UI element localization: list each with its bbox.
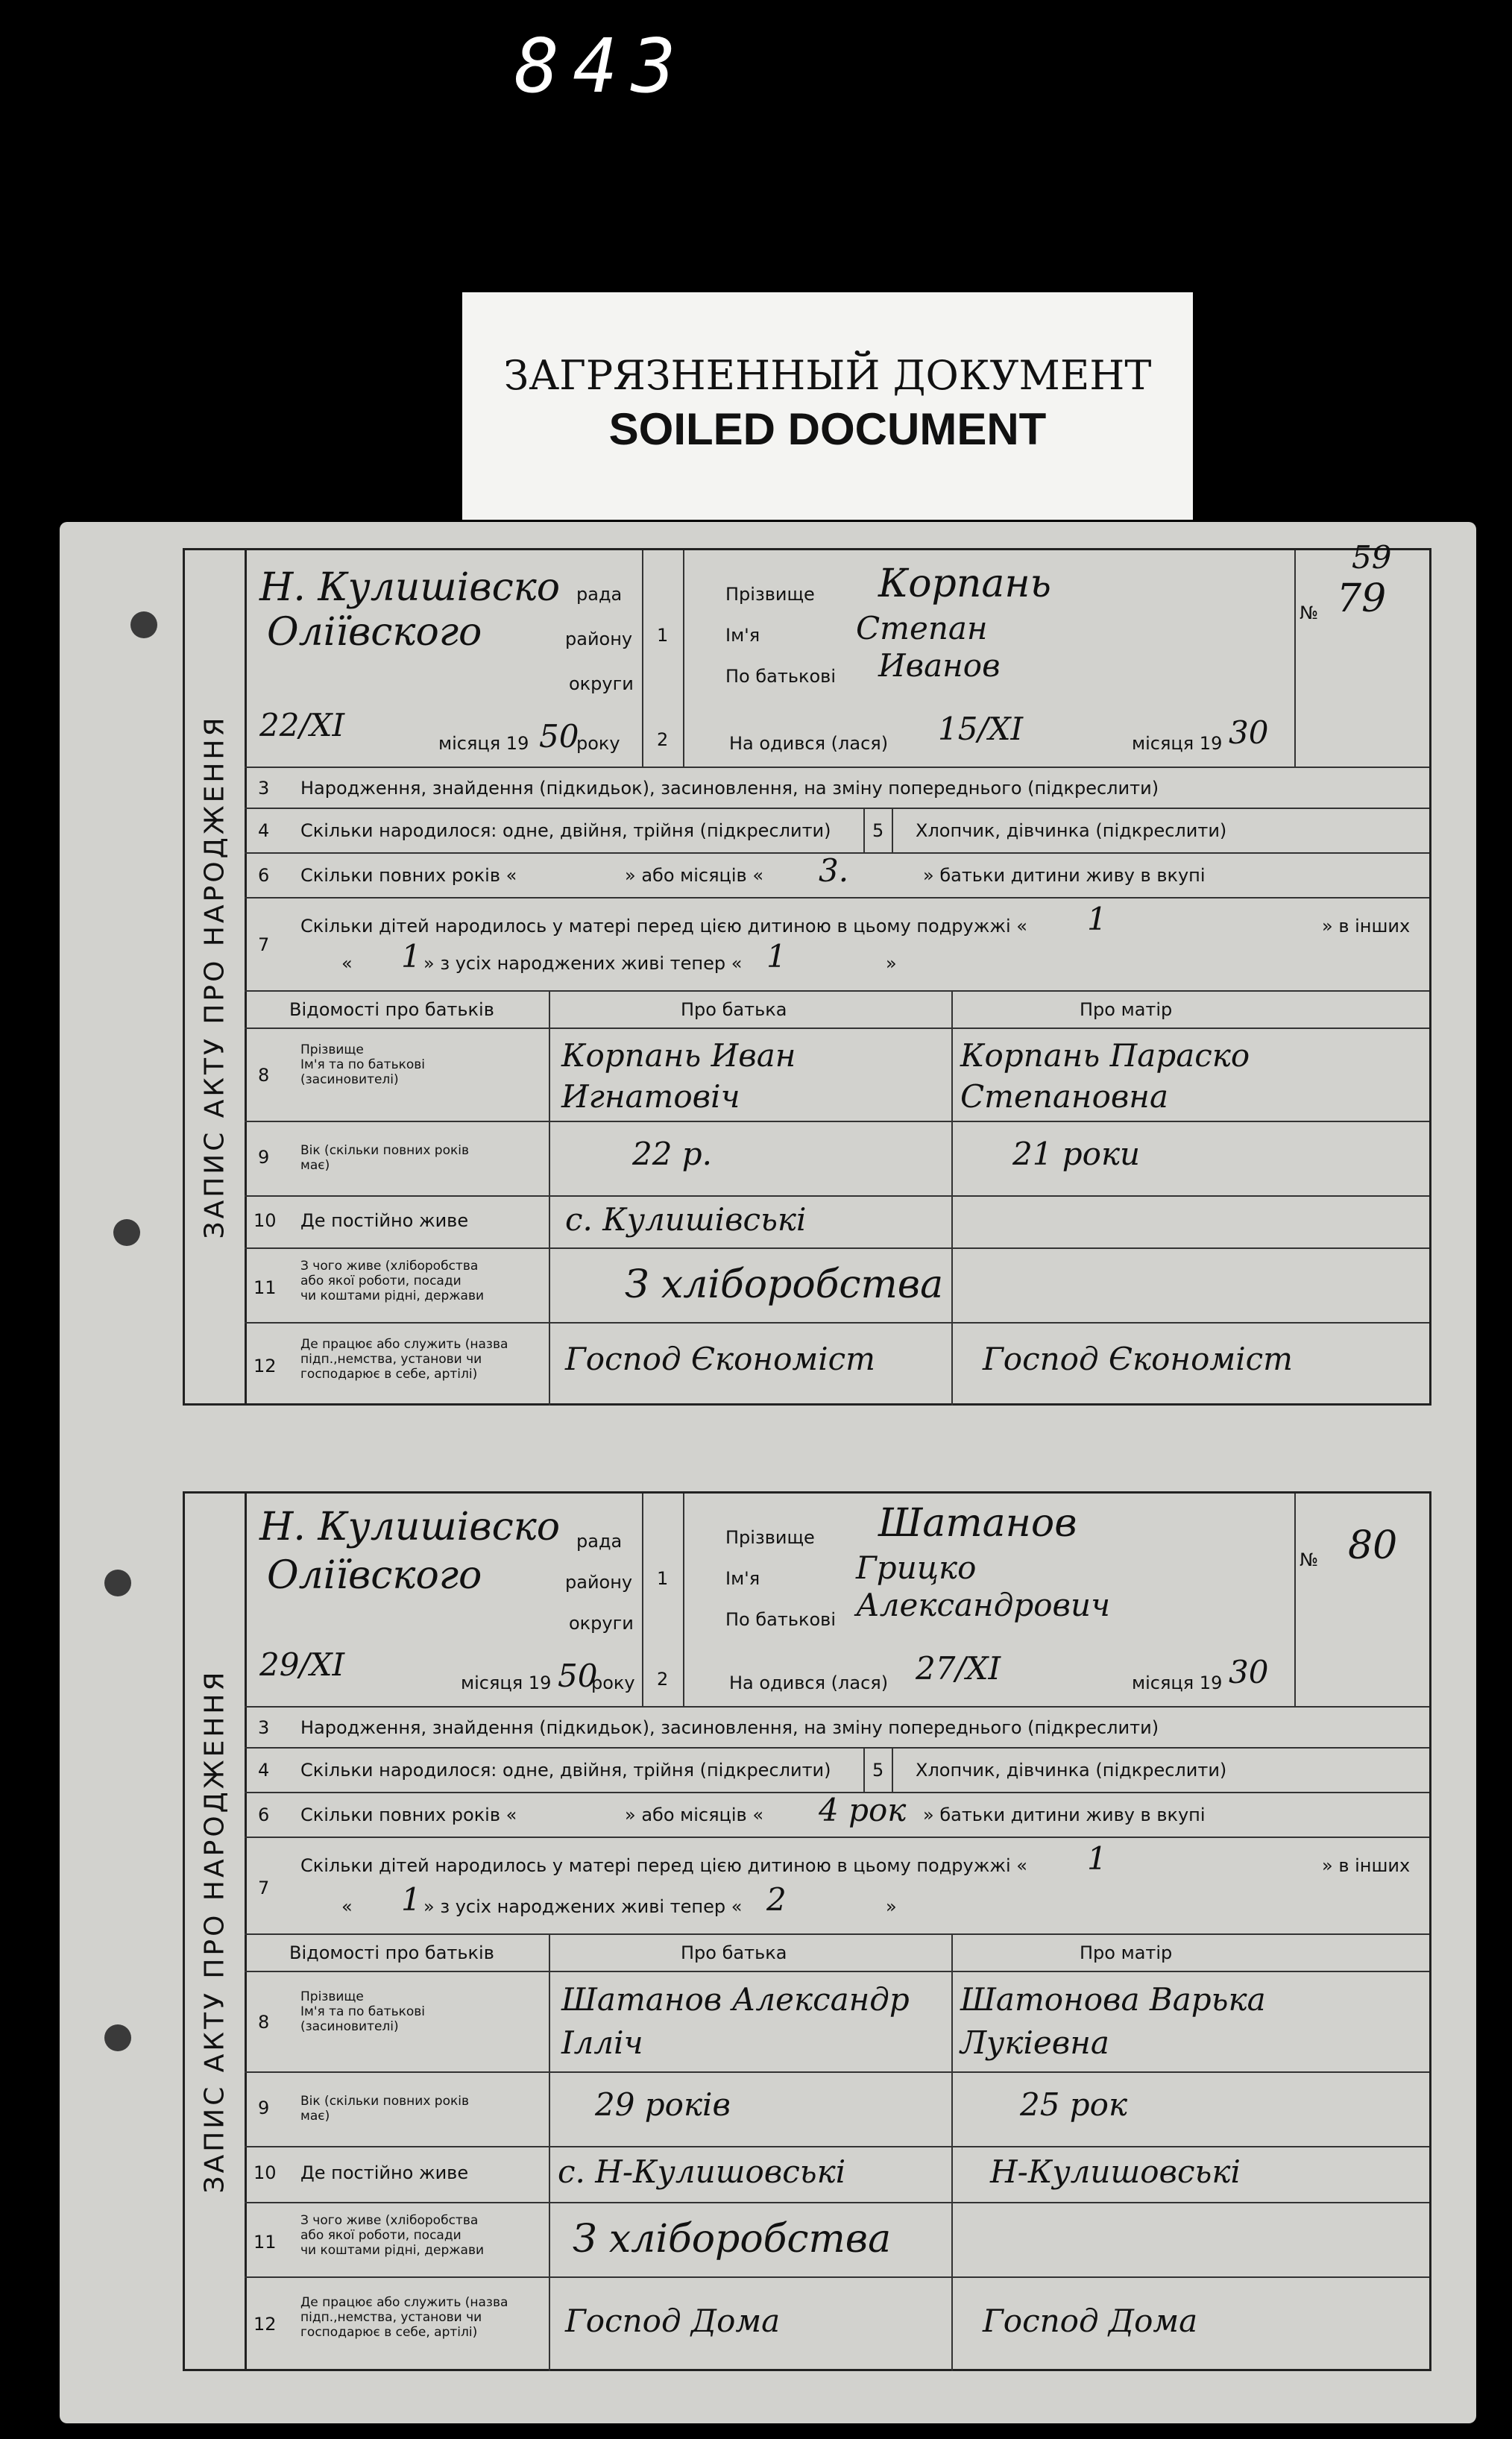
father-name-cell [550,1027,953,1121]
field-number: 8 [258,1065,270,1086]
punch-hole [104,1570,131,1596]
location-cell [245,1494,643,1706]
sex-label: Хлопчик, дівчинка (підкреслити) [916,1760,1227,1781]
years-together-label: Скільки повних років « [300,1804,517,1825]
father-name: Шатанов Александр Ілліч [561,1981,910,2061]
years-together-label: Скільки повних років « [300,865,517,886]
rada-value: Н. Кулишівско [259,1505,561,1549]
field-number: 7 [258,1878,270,1898]
father-residence: с. Н-Кулишовські [558,2153,846,2190]
occupation-label: З чого живе (хліборобства або якої роботи, посади чи коштами рідні, держави [300,1259,485,1303]
record-number-cell [1296,1494,1431,1706]
field-number: 6 [258,1804,270,1825]
children-alive-close: » [886,1896,897,1917]
field-number: 9 [258,1147,270,1168]
row-workplace [245,2276,1429,2371]
parent-label-cell [245,2146,550,2202]
parents-header-cell [245,1933,550,1971]
father-workplace: Господ Єкономіст [565,1341,875,1377]
parent-label-cell [245,1121,550,1195]
row-previous-children [245,897,1429,992]
child-name: Степан [856,610,988,646]
months-together-value: 3. [819,852,849,889]
father-name: Корпань Иван Игнатовіч [561,1037,796,1115]
field-number: 11 [253,1277,277,1298]
parents-header-row [245,990,1429,1029]
mother-workplace: Господ Єкономіст [983,1341,1293,1377]
parent-name-label: Прізвище Ім'я та по батькові (засиновителі) [300,1042,426,1087]
registration-year-label: року [576,733,620,754]
parent-label-cell [245,1247,550,1322]
birth-day: 27/ХІ [916,1650,1001,1687]
birth-date-label: На одився (лася) [729,1672,889,1693]
children-alive-value: 2 [766,1881,787,1918]
okruhy-label: округи [569,673,634,694]
registration-month-label: місяця 19 [438,733,529,754]
parent-name-label: Прізвище Ім'я та по батькові (засиновителі) [300,1989,426,2034]
child-name-cell [684,1494,1296,1706]
father-workplace-cell [550,1322,953,1406]
rada-label: рада [576,584,623,605]
form-side-label-panel [185,1494,247,2369]
children-other-value: 1 [401,1881,421,1918]
father-header: Про батька [681,999,787,1020]
registration-year-label: року [591,1672,635,1693]
sex-number-cell [863,808,893,852]
mother-header: Про матір [1080,999,1173,1020]
field-number: 11 [253,2232,277,2253]
mother-age: 21 роки [1012,1136,1141,1172]
parent-label-cell [245,1971,550,2071]
mother-age: 25 рок [1020,2086,1128,2123]
patronymic-label: По батькові [725,1609,836,1630]
children-before-label: Скільки дітей народилось у матері перед цією дитиною в цьому подружжі « [300,916,1027,937]
record-number: 79 [1337,576,1387,621]
birth-year: 30 [1229,1654,1269,1690]
children-alive-label: » з усіх народжених живі тепер « [423,953,743,974]
field-number: 8 [258,2012,270,2033]
residence-label: Де постійно живе [300,1210,469,1231]
location-cell [245,550,643,767]
row-parent-names [245,1971,1429,2073]
mother-name: Корпань Параско Степановна [960,1037,1250,1115]
birth-type-label: Народження, знайдення (підкидьок), засиновлення, на зміну попереднього (підкреслити) [300,778,1159,799]
registration-month-label: місяця 19 [461,1672,552,1693]
children-alive-close: » [886,953,897,974]
raion-value: Оліївского [267,1553,482,1598]
archive-sheet-number: 843 [514,22,690,110]
birth-date-label: На одився (лася) [729,733,889,754]
child-patronymic: Александрович [856,1587,1111,1623]
birth-count-label: Скільки народилося: одне, двійня, трійня (підкреслити) [300,820,831,841]
mother-header: Про матір [1080,1942,1173,1963]
months-together-value: 4 рок [819,1792,907,1828]
header-block [245,1494,1429,1708]
birth-year: 30 [1229,714,1269,751]
row-parents-together [245,852,1429,899]
child-surname: Корпань [878,561,1051,606]
parent-label-cell [245,1195,550,1247]
child-name-cell [684,550,1296,767]
row-parents-together [245,1792,1429,1838]
raion-label: району [565,629,633,649]
raion-value: Оліївского [267,610,482,655]
father-age-cell [550,2071,953,2146]
father-workplace: Господ Дома [565,2303,781,2339]
registration-year: 50 [558,1658,598,1694]
children-alive-value: 1 [766,938,787,975]
father-age: 29 років [595,2086,731,2123]
parents-label: Відомості про батьків [289,999,494,1020]
row-occupation [245,2202,1429,2278]
father-age-cell [550,1121,953,1195]
birth-record-form [183,1491,1431,2371]
number-label: № [1300,602,1318,623]
parents-header-cell [245,990,550,1027]
name-label: Ім'я [725,625,760,646]
live-together-label: » батьки дитини живу в вкупі [923,1804,1206,1825]
record-number: 80 [1348,1523,1398,1568]
surname-label: Прізвище [725,584,815,605]
row-residence [245,2146,1429,2203]
father-residence-cell [550,2146,953,2202]
row-parent-age [245,1121,1429,1197]
row-parent-age [245,2071,1429,2147]
rada-label: рада [576,1531,623,1552]
registration-year: 50 [539,718,579,755]
parent-label-cell [245,2276,550,2371]
parent-age-label: Вік (скільки повних років має) [300,1143,469,1173]
child-patronymic: Иванов [878,647,1001,684]
field-number: 1 [657,625,669,646]
field-number: 1 [657,1568,669,1589]
record-number-alt: 59 [1352,539,1392,576]
field-number-cell [643,550,684,767]
punch-hole [130,611,157,638]
field-number: 2 [657,729,669,750]
sex-number-cell [863,1747,893,1792]
field-number: 3 [258,1717,270,1738]
children-before-label: Скільки дітей народилось у матері перед цією дитиною в цьому подружжі « [300,1855,1027,1876]
parent-label-cell [245,1027,550,1121]
months-together-label: » або місяців « [625,1804,763,1825]
form-side-title: ЗАПИС АКТУ ПРО НАРОДЖЕННЯ [199,714,230,1239]
mother-residence: Н-Кулишовські [990,2153,1241,2190]
sex-label: Хлопчик, дівчинка (підкреслити) [916,820,1227,841]
registration-day: 29/ХІ [259,1646,345,1683]
residence-label: Де постійно живе [300,2162,469,2183]
row-residence [245,1195,1429,1249]
row-count-sex [245,808,1429,854]
field-number: 5 [872,1760,884,1781]
parents-label: Відомості про батьків [289,1942,494,1963]
form-side-label-panel [185,550,247,1403]
months-together-label: » або місяців « [625,865,763,886]
surname-label: Прізвище [725,1527,815,1548]
field-number: 6 [258,865,270,886]
father-name-cell [550,1971,953,2071]
parent-label-cell [245,2202,550,2276]
mother-workplace: Господ Дома [983,2303,1198,2339]
field-number: 10 [253,1210,277,1231]
name-label: Ім'я [725,1568,760,1589]
field-number: 2 [657,1669,669,1690]
row-workplace [245,1322,1429,1406]
field-number: 4 [258,1760,270,1781]
field-number-cell [643,1494,684,1706]
father-age: 22 р. [632,1136,713,1172]
record-number-cell [1296,539,1431,767]
father-header-cell [550,990,953,1027]
child-surname: Шатанов [878,1501,1077,1546]
birth-month-label: місяця 19 [1132,1672,1223,1693]
field-number: 12 [253,1356,277,1376]
occupation-label: З чого живе (хліборобства або якої роботи, посади чи коштами рідні, держави [300,2213,485,2258]
children-other-label: » в інших [1322,1855,1411,1876]
row-previous-children [245,1837,1429,1935]
children-other-value: 1 [401,938,421,975]
birth-type-label: Народження, знайдення (підкидьок), засиновлення, на зміну попереднього (підкреслити) [300,1717,1159,1738]
mother-name: Шатонова Варька Лукіевна [960,1981,1266,2061]
live-together-label: » батьки дитини живу в вкупі [923,865,1206,886]
number-label: № [1300,1549,1318,1570]
form-side-title: ЗАПИС АКТУ ПРО НАРОДЖЕННЯ [199,1669,230,2194]
row-birth-type [245,1706,1429,1749]
parent-age-label: Вік (скільки повних років має) [300,2094,469,2124]
field-number: 5 [872,820,884,841]
banner-russian: ЗАГРЯЗНЕННЫЙ ДОКУМЕНТ [503,352,1152,399]
birth-day: 15/ХІ [938,711,1024,747]
header-block [245,539,1429,768]
registration-day: 22/ХІ [259,707,345,743]
parent-label-cell [245,2071,550,2146]
punch-hole [104,2024,131,2051]
punch-hole [113,1219,140,1246]
father-header: Про батька [681,1942,787,1963]
parent-label-cell [245,1322,550,1406]
field-number: 10 [253,2162,277,2183]
father-workplace-cell [550,2276,953,2371]
children-other-open: « [341,1896,353,1917]
birth-record-form [183,539,1431,1406]
workplace-label: Де працює або служить (назва підп.,немства, установи чи господарює в себе, артілі) [300,1337,508,1382]
children-before-value: 1 [1087,901,1107,937]
residence-value: с. Кулишівські [565,1201,807,1238]
workplace-label: Де працює або служить (назва підп.,немства, установи чи господарює в себе, артілі) [300,2295,508,2340]
field-number: 3 [258,778,270,799]
field-number: 4 [258,820,270,841]
child-name: Грицко [856,1549,977,1586]
field-number: 7 [258,934,270,955]
raion-label: району [565,1572,633,1593]
soiled-document-banner [462,292,1193,520]
okruhy-label: округи [569,1613,634,1634]
row-parent-names [245,1027,1429,1122]
banner-english: SOILED DOCUMENT [608,404,1047,454]
row-count-sex [245,1747,1429,1793]
birth-count-label: Скільки народилося: одне, двійня, трійня (підкреслити) [300,1760,831,1781]
birth-month-label: місяця 19 [1132,733,1223,754]
occupation-value: З хліборобства [573,2217,892,2262]
children-before-value: 1 [1087,1840,1107,1877]
row-occupation [245,1247,1429,1324]
occupation-value: З хліборобства [625,1262,944,1307]
field-number: 12 [253,2314,277,2335]
children-other-label: » в інших [1322,916,1411,937]
parents-header-row [245,1933,1429,1972]
patronymic-label: По батькові [725,666,836,687]
children-other-open: « [341,953,353,974]
rada-value: Н. Кулишівско [259,565,561,610]
father-header-cell [550,1933,953,1971]
row-birth-type [245,767,1429,809]
field-number: 9 [258,2097,270,2118]
children-alive-label: » з усіх народжених живі тепер « [423,1896,743,1917]
